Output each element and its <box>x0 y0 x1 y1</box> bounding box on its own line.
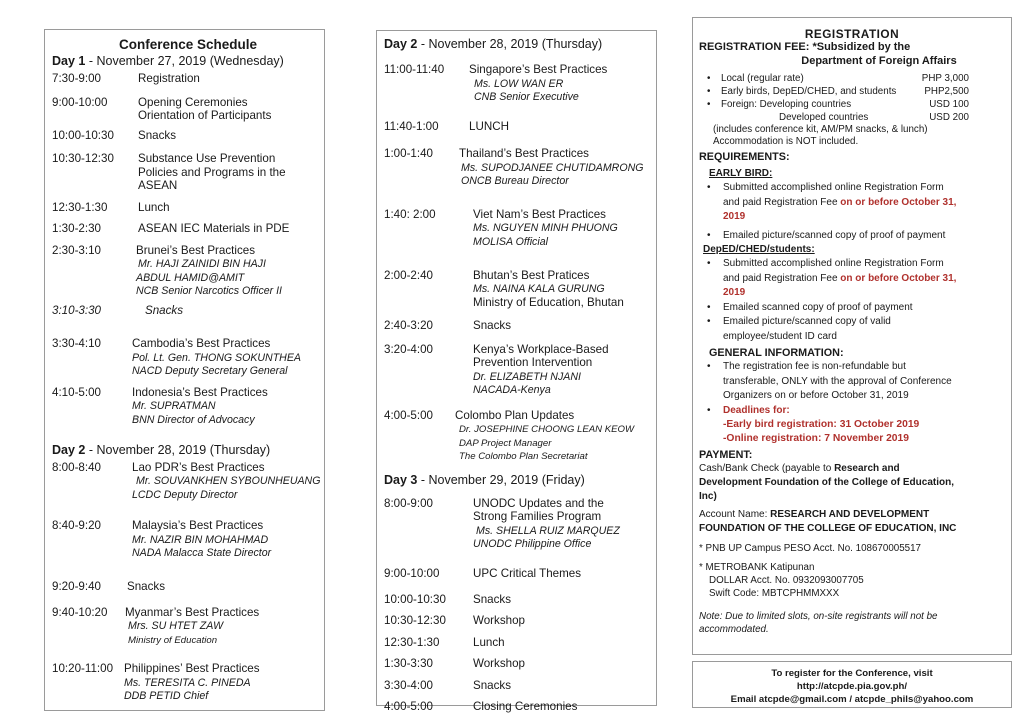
schedule-row: 9:00-10:00 Opening Ceremonies Orientation of Participants <box>52 95 272 122</box>
fee-item: Developed countries USD 200 <box>779 112 969 123</box>
registration-panel <box>692 17 1012 655</box>
account-name: Account Name: RESEARCH AND DEVELOPMENT FOUNDATION OF THE COLLEGE OF EDUCATION, INC <box>699 509 957 534</box>
schedule-panel-left <box>44 29 325 711</box>
day-heading: Day 3 - November 29, 2019 (Friday) <box>384 472 585 487</box>
general-info-item: • The registration fee is non-refundable but transferable, ONLY with the approval of Conference Organizers on or before October 31, 2019 <box>707 361 952 401</box>
deped-heading: DepED/CHED/students: <box>703 244 815 255</box>
schedule-row: 4:10-5:00 Indonesia’s Best Practices Mr. SUPRATMAN BNN Director of Advocacy <box>52 385 268 427</box>
schedule-row: 3:10-3:30 Snacks <box>52 303 184 317</box>
schedule-row: 3:20-4:00 Kenya’s Workplace-Based Prevention Intervention Dr. ELIZABETH NJANI NACADA-Kenya <box>384 342 609 397</box>
pnb-account: * PNB UP Campus PESO Acct. No. 108670005517 <box>699 543 922 554</box>
schedule-row: 2:00-2:40 Bhutan’s Best Pratices Ms. NAINA KALA GURUNG Ministry of Education, Bhutan <box>384 268 624 309</box>
early-bird-heading: EARLY BIRD: <box>709 168 773 179</box>
payment-heading: PAYMENT: <box>699 449 753 461</box>
schedule-row: 4:00-5:00 Colombo Plan Updates Dr. JOSEPHINE CHOONG LEAN KEOW DAP Project Manager The Colombo Plan Secretariat <box>384 408 635 463</box>
schedule-row: 9:00-10:00 UPC Critical Themes <box>384 567 582 581</box>
metrobank-account: * METROBANK Katipunan <box>699 562 815 573</box>
fee-note: Accommodation is NOT included. <box>713 136 859 147</box>
schedule-row: 4:00-5:00 Closing Ceremonies <box>384 700 578 714</box>
general-info-heading: GENERAL INFORMATION: <box>709 347 844 359</box>
schedule-row: 12:30-1:30 Lunch <box>384 635 505 649</box>
registration-title: REGISTRATION <box>804 27 900 41</box>
day-heading: Day 2 - November 28, 2019 (Thursday) <box>52 442 271 457</box>
requirement-item: • Submitted accomplished online Registration Form and paid Registration Fee on or before October 31, 2019 <box>707 258 957 298</box>
schedule-row: 1:00-1:40 Thailand’s Best Practices Ms. SUPODJANEE CHUTIDAMRONG ONCB Bureau Director <box>384 147 644 188</box>
schedule-row: 1:40: 2:00 Viet Nam’s Best Practices Ms. NGUYEN MINH PHUONG MOLISA Official <box>384 207 618 248</box>
requirement-item: • Emailed picture/scanned copy of valid employee/student ID card <box>707 316 891 342</box>
fee-note: (includes conference kit, AM/PM snacks, & lunch) <box>713 124 928 135</box>
fee-item: • Early birds, DepED/CHED, and students PHP2,500 <box>707 86 969 97</box>
schedule-row: 10:20-11:00 Philippines’ Best Practices Ms. TERESITA C. PINEDA DDB PETID Chief <box>52 662 260 703</box>
schedule-row: 10:30-12:30 Workshop <box>384 614 525 628</box>
requirement-item: • Emailed picture/scanned copy of proof of payment <box>707 229 946 241</box>
day-heading: Day 1 - November 27, 2019 (Wednesday) <box>52 54 284 68</box>
requirement-item: • Emailed scanned copy of proof of payment <box>707 301 913 313</box>
schedule-row: 9:40-10:20 Myanmar’s Best Practices Mrs. SU HTET ZAW Ministry of Education <box>52 605 260 646</box>
schedule-row: 2:40-3:20 Snacks <box>384 319 512 333</box>
slots-note: Note: Due to limited slots, on-site registrants will not be accommodated. <box>699 611 938 635</box>
schedule-row: 3:30-4:10 Cambodia’s Best Practices Pol. Lt. Gen. THONG SOKUNTHEA NACD Deputy Secretary General <box>52 337 301 378</box>
metrobank-dollar-account: DOLLAR Acct. No. 0932093007705 <box>709 575 864 586</box>
schedule-row: 11:00-11:40 Singapore’s Best Practices Ms. LOW WAN ER CNB Senior Executive <box>384 63 608 104</box>
schedule-row: 10:00-10:30 Snacks <box>52 128 177 142</box>
requirement-item: • Submitted accomplished online Registration Form and paid Registration Fee on or before October 31, 2019 <box>707 182 957 222</box>
schedule-row: 7:30-9:00 Registration <box>52 72 200 85</box>
schedule-title: Conference Schedule <box>118 37 258 52</box>
deadline-early-bird: -Early bird registration: 31 October 2019 <box>723 419 920 430</box>
deadline-online: -Online registration: 7 November 2019 <box>723 433 909 444</box>
schedule-row: 3:30-4:00 Snacks <box>384 678 512 692</box>
schedule-row: 1:30-2:30 ASEAN IEC Materials in PDE <box>52 222 290 235</box>
fee-item: • Foreign: Developing countries USD 100 <box>707 99 969 110</box>
schedule-row: 2:30-3:10 Brunei’s Best Practices Mr. HAJI ZAINIDI BIN HAJI ABDUL HAMID@AMIT NCB Senior Narcotics Officer II <box>52 243 282 298</box>
schedule-row: 10:00-10:30 Snacks <box>384 592 512 606</box>
schedule-row: 8:40-9:20 Malaysia’s Best Practices Mr. NAZIR BIN MOHAHMAD NADA Malacca State Director <box>52 519 272 560</box>
register-info-panel <box>692 661 1012 708</box>
schedule-row: 12:30-1:30 Lunch <box>52 200 170 214</box>
deadline-item: • Deadlines for: <box>707 404 790 416</box>
register-email-text[interactable]: Email atcpde@gmail.com / atcpde_phils@yahoo.com <box>730 694 974 705</box>
requirements-heading: REQUIREMENTS: <box>699 151 790 163</box>
schedule-row: 8:00-8:40 Lao PDR’s Best Practices Mr. SOUVANKHEN SYBOUNHEUANG LCDC Deputy Director <box>52 460 321 501</box>
schedule-row: 8:00-9:00 UNODC Updates and the Strong Families Program Ms. SHELLA RUIZ MARQUEZ UNODC Philippine Office <box>384 496 620 551</box>
register-visit-text: To register for the Conference, visit <box>771 668 933 679</box>
schedule-row: 1:30-3:30 Workshop <box>384 657 525 671</box>
schedule-row: 11:40-1:00 LUNCH <box>384 119 509 133</box>
fee-heading: REGISTRATION FEE: *Subsidized by the <box>699 41 911 53</box>
schedule-row: 9:20-9:40 Snacks <box>52 580 166 594</box>
metrobank-swift-code: Swift Code: MBTCPHMMXXX <box>709 588 840 599</box>
register-website-link[interactable]: http://atcpde.pia.gov.ph/ <box>796 681 908 692</box>
payment-details: Cash/Bank Check (payable to Research and Development Foundation of the College of Education, Inc) <box>699 463 954 502</box>
schedule-row: 10:30-12:30 Substance Use Prevention Policies and Programs in the ASEAN <box>52 152 286 192</box>
fee-item: • Local (regular rate) PHP 3,000 <box>707 73 969 84</box>
schedule-panel-middle <box>376 30 657 714</box>
fee-heading-sub: Department of Foreign Affairs <box>801 54 957 67</box>
day-heading: Day 2 - November 28, 2019 (Thursday) <box>384 37 603 51</box>
